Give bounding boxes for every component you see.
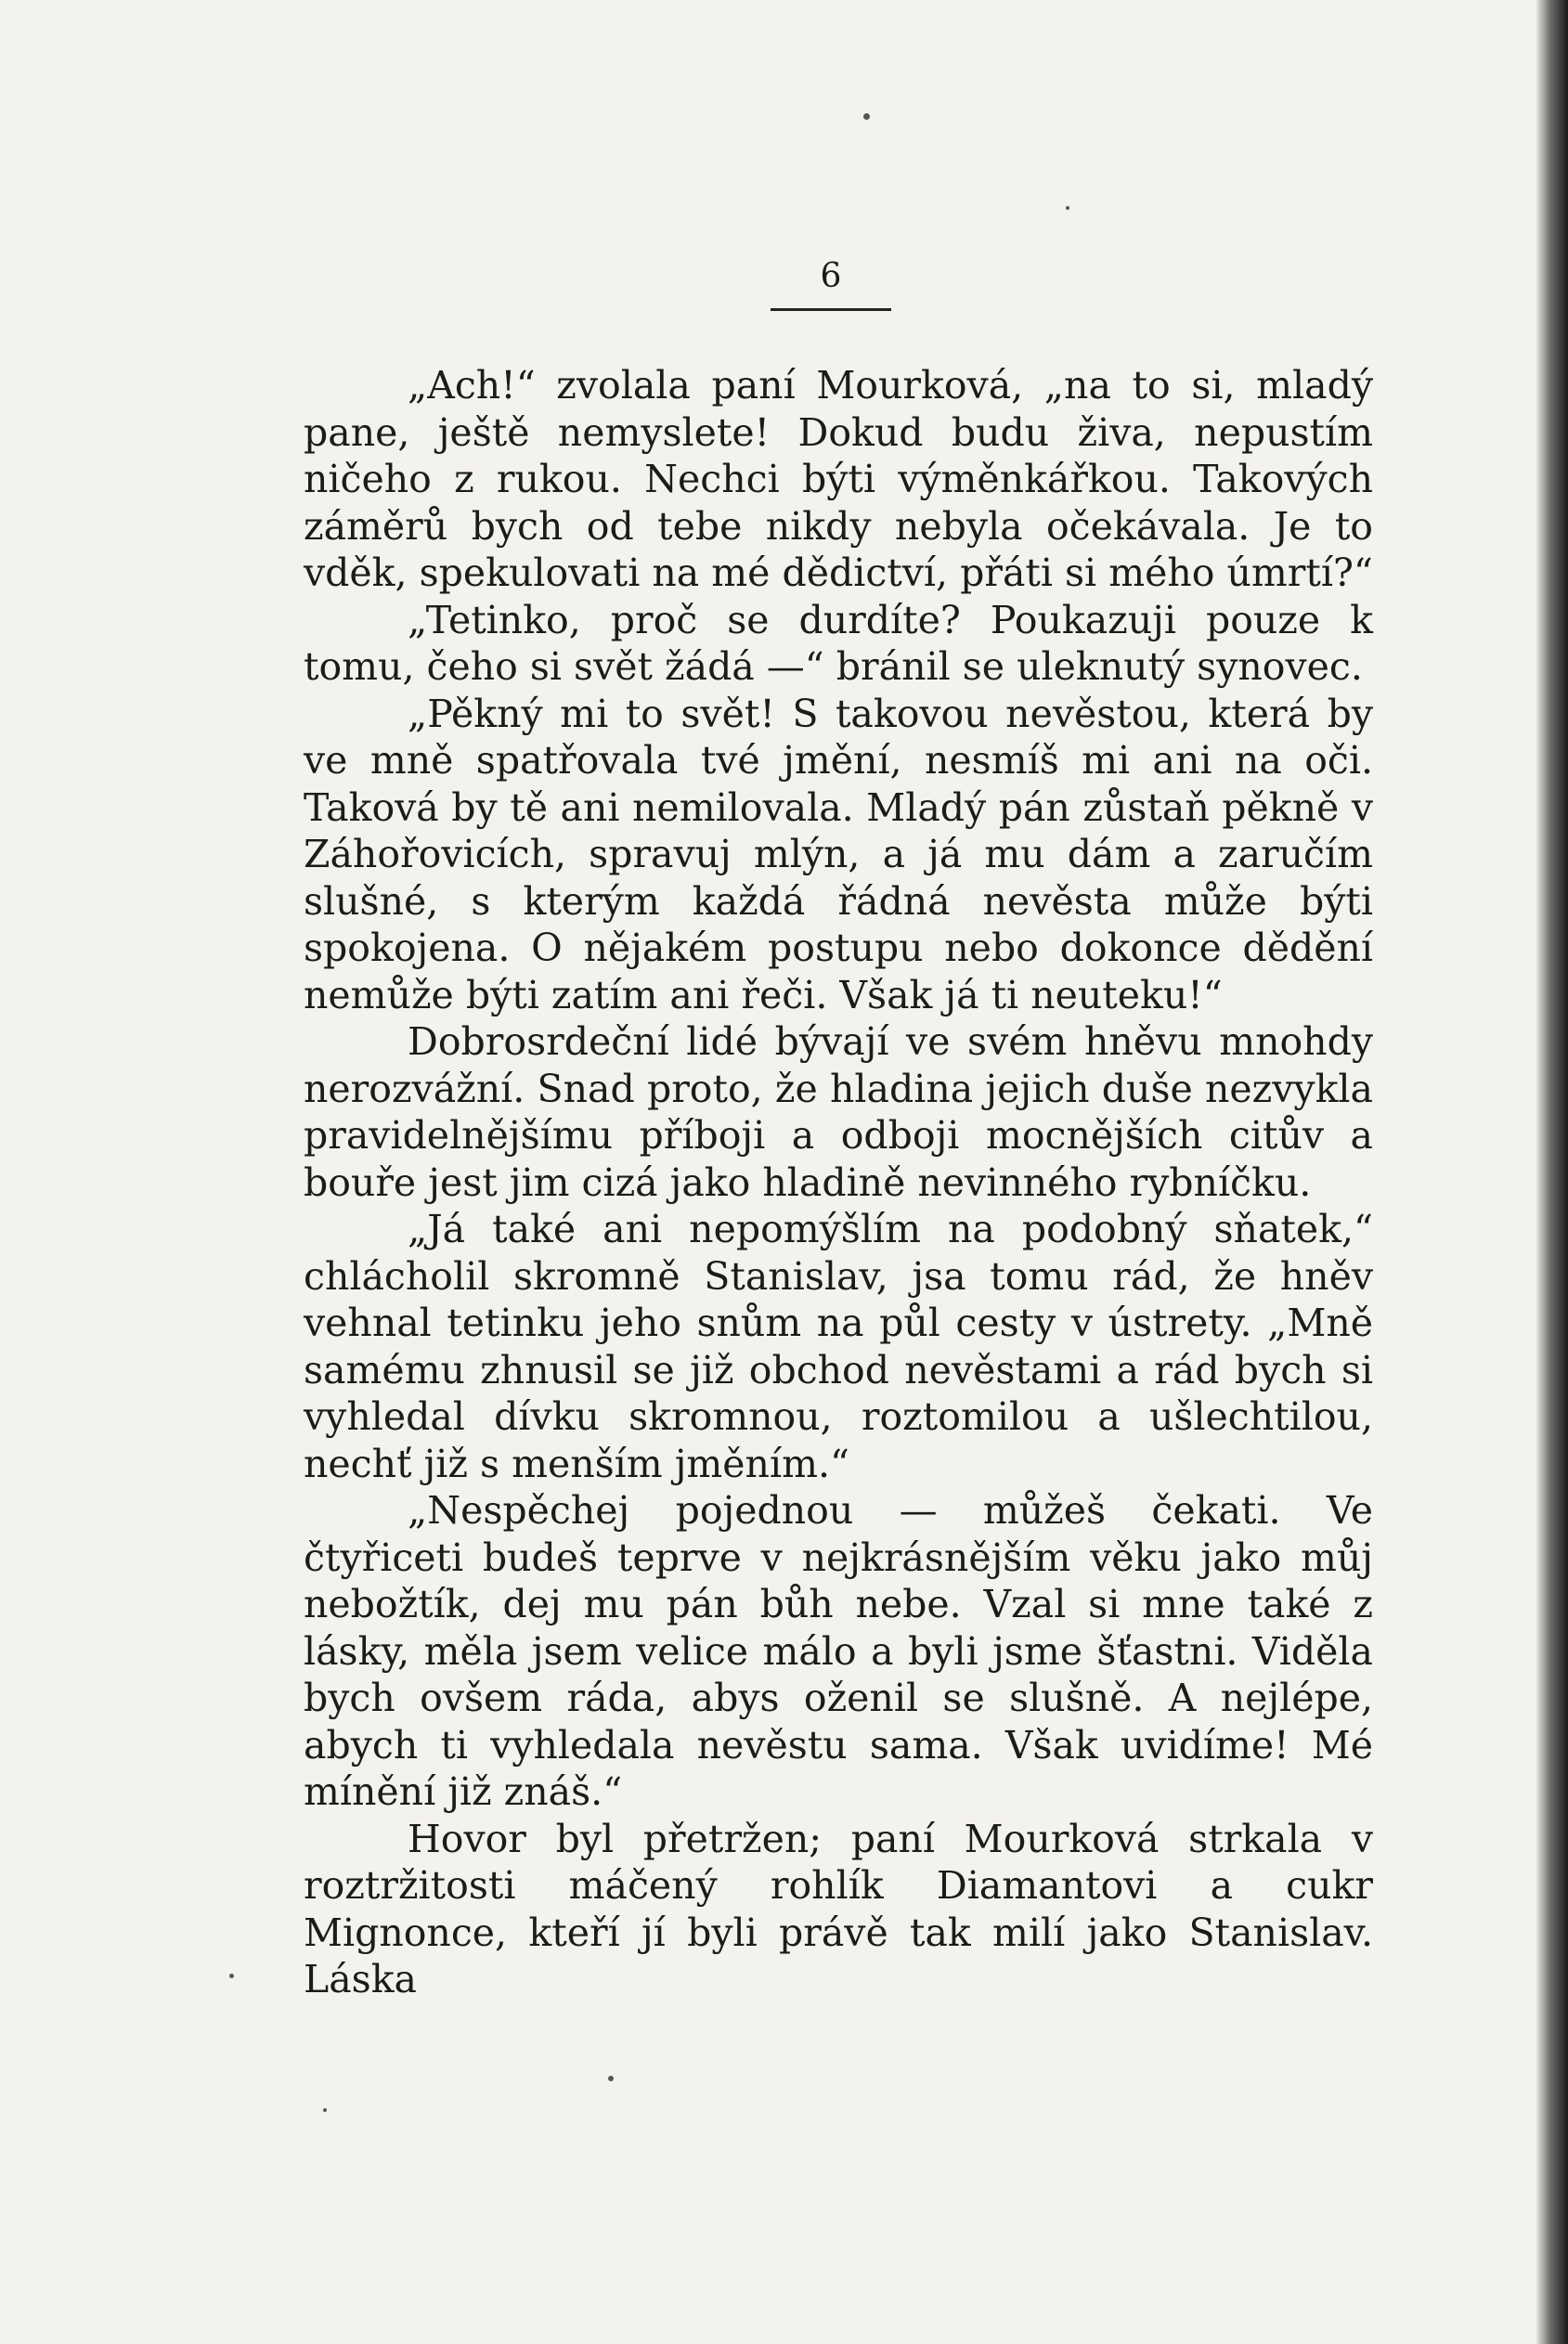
- paper-speck: [863, 113, 870, 120]
- paragraph: Hovor byl přetržen; paní Mourková strkala v roztržitosti máčený rohlík Diamantovi a cukr Mignonce, kteří jí byli právě tak milí jako Stanislav. Láska: [304, 1816, 1373, 2001]
- paragraph: „Nespěchej pojednou — můžeš čekati. Ve čtyřiceti budeš teprve v nejkrásnějším věku jako můj nebožtík, dej mu pán bůh nebe. Vzal si mne také z lásky, měla jsem velice málo a byli jsme šťastni. Viděla bych ovšem ráda, abys oženil se slušně. A nejlépe, abych ti vyhledala nevěstu sama. Však uvidíme! Mé mínění již znáš.“: [304, 1488, 1373, 1814]
- paragraph: „Já také ani nepomýšlím na podobný sňatek,“ chlácholil skromně Stanislav, jsa tomu rád, že hněv vehnal tetinku jeho snům na půl cesty v ústrety. „Mně samému zhnusil se již obchod nevěstami a rád bych si vyhledal dívku skromnou, roztomilou a ušlechtilou, nechť již s menším jměním.“: [304, 1207, 1373, 1486]
- paper-speck: [229, 1974, 234, 1978]
- paragraph: Dobrosrdeční lidé bývají ve svém hněvu mnohdy nerozvážní. Snad proto, že hladina jejich duše nezvykla pravidelnějšímu příboji a odboji mocnějších citův a bouře jest jim cizá jako hladině nevinného rybníčku.: [304, 1019, 1373, 1205]
- paragraph: „Pěkný mi to svět! S takovou nevěstou, která by ve mně spatřovala tvé jmění, nesmíš mi ani na oči. Taková by tě ani nemilovala. Mladý pán zůstaň pěkně v Záhořovicích, spravuj mlýn, a já mu dám a zaručím slušné, s kterým každá řádná nevěsta může býti spokojena. O nějakém postupu nebo dokonce dědění nemůže býti zatím ani řeči. Však já ti neuteku!“: [304, 691, 1373, 1017]
- paragraph: „Ach!“ zvolala paní Mourková, „na to si, mladý pane, ještě nemyslete! Dokud budu živa, nepustím ničeho z rukou. Nechci býti výměnkářkou. Takových záměrů bych od tebe nikdy nebyla očekávala. Je to vděk, spekulovati na mé dědictví, přáti si mého úmrtí?“: [304, 363, 1373, 595]
- paper-speck: [323, 2108, 327, 2112]
- page-edge-shadow: [1536, 0, 1568, 2344]
- page-number: 6: [771, 256, 891, 311]
- paragraph: „Tetinko, proč se durdíte? Poukazuji pouze k tomu, čeho si svět žádá —“ bránil se uleknutý synovec.: [304, 597, 1373, 689]
- body-text: [304, 362, 1373, 2003]
- paper-speck: [608, 2076, 614, 2081]
- paper-speck: [1066, 206, 1069, 210]
